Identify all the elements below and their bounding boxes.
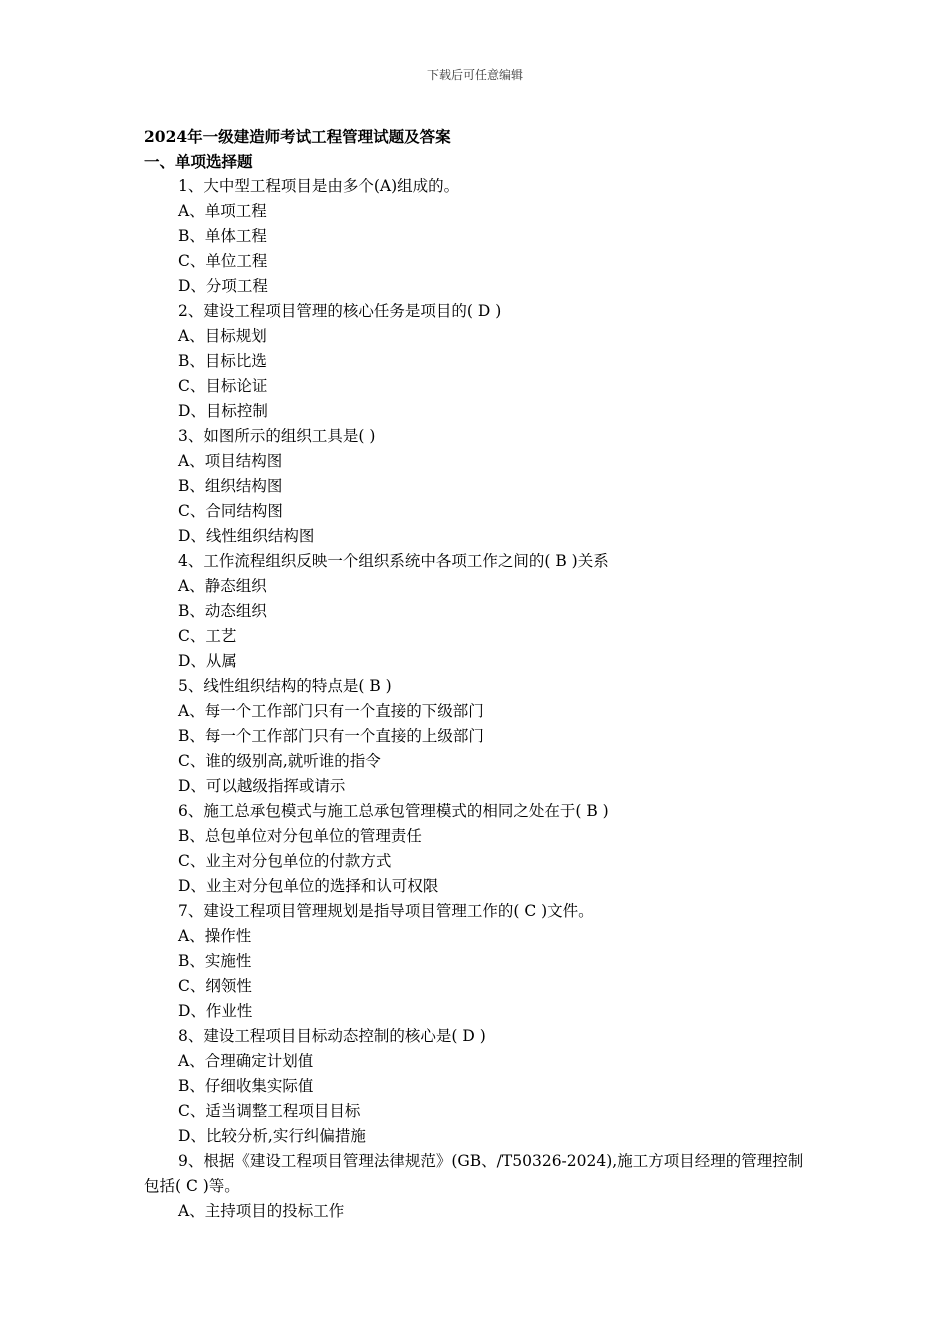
question-9: 9、根据《建设工程项目管理法律规范》(GB、/T50326-2024),施工方项目经理的管理控制包括( C )等。: [144, 1152, 804, 1195]
question-line: D、可以越级指挥或请示: [178, 777, 346, 795]
question-line: D、线性组织结构图: [178, 527, 315, 545]
question-line: 6、施工总承包模式与施工总承包管理模式的相同之处在于( B ): [178, 802, 609, 820]
question-line: C、纲领性: [178, 977, 252, 995]
question-line: A、目标规划: [178, 327, 267, 345]
question-line: D、目标控制: [178, 402, 268, 420]
question-line: D、从属: [178, 652, 237, 670]
question-list: [144, 174, 808, 1149]
question-line: 4、工作流程组织反映一个组织系统中各项工作之间的( B )关系: [178, 552, 609, 570]
question-line: C、适当调整工程项目目标: [178, 1102, 361, 1120]
question-line: D、比较分析,实行纠偏措施: [178, 1127, 366, 1145]
question-line: A、静态组织: [178, 577, 267, 595]
question-line: B、目标比选: [178, 352, 267, 370]
question-line: A、合理确定计划值: [178, 1052, 314, 1070]
question-line: A、每一个工作部门只有一个直接的下级部门: [178, 702, 484, 720]
question-line: C、工艺: [178, 627, 237, 645]
question-line: A、单项工程: [178, 202, 267, 220]
question-line: C、合同结构图: [178, 502, 283, 520]
question-line: B、仔细收集实际值: [178, 1077, 314, 1095]
page-header: 下载后可任意编辑: [426, 68, 523, 82]
question-9-option-a: A、主持项目的投标工作: [178, 1202, 345, 1220]
document-title: 2024年一级建造师考试工程管理试题及答案: [144, 127, 451, 146]
question-line: D、业主对分包单位的选择和认可权限: [178, 877, 439, 895]
question-line: C、业主对分包单位的付款方式: [178, 852, 392, 870]
question-line: 3、如图所示的组织工具是( ): [178, 427, 376, 445]
question-line: B、每一个工作部门只有一个直接的上级部门: [178, 727, 484, 745]
question-line: D、作业性: [178, 1002, 253, 1020]
question-line: B、总包单位对分包单位的管理责任: [178, 827, 422, 845]
question-line: B、动态组织: [178, 602, 267, 620]
question-line: A、操作性: [178, 927, 252, 945]
question-line: B、单体工程: [178, 227, 267, 245]
question-line: C、单位工程: [178, 252, 268, 270]
question-line: 1、大中型工程项目是由多个(A)组成的。: [178, 177, 460, 195]
question-line: B、实施性: [178, 952, 252, 970]
question-line: D、分项工程: [178, 277, 268, 295]
section-heading: 一、单项选择题: [144, 152, 253, 171]
question-line: 7、建设工程项目管理规划是指导项目管理工作的( C )文件。: [178, 902, 594, 920]
document-body: [144, 124, 808, 1224]
question-line: C、谁的级别高,就听谁的指令: [178, 752, 381, 770]
question-line: 2、建设工程项目管理的核心任务是项目的( D ): [178, 302, 502, 320]
question-line: 8、建设工程项目目标动态控制的核心是( D ): [178, 1027, 486, 1045]
question-line: 5、线性组织结构的特点是( B ): [178, 677, 392, 695]
question-line: C、目标论证: [178, 377, 268, 395]
question-line: B、组织结构图: [178, 477, 283, 495]
question-line: A、项目结构图: [178, 452, 283, 470]
